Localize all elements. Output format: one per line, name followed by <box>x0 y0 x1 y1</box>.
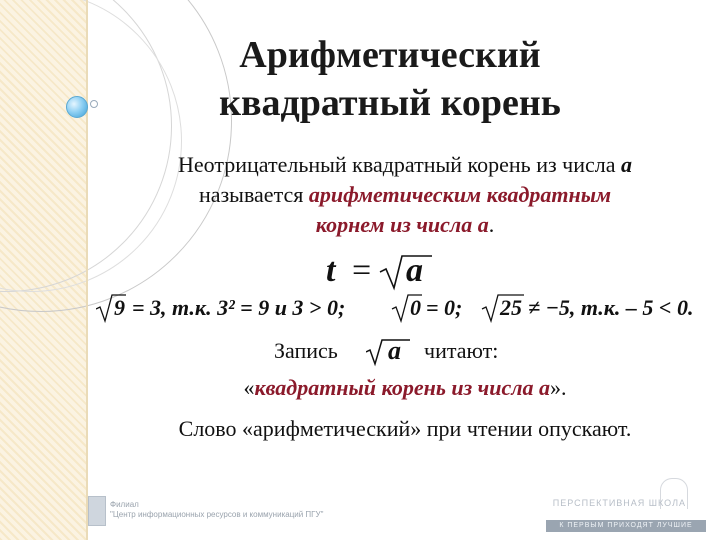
brand-name: ПЕРСПЕКТИВНАЯ ШКОЛА <box>552 498 686 508</box>
example-text: = 0; <box>426 295 463 320</box>
quote-close: ». <box>550 375 567 400</box>
definition-paragraph <box>110 150 700 240</box>
note-text: Слово «арифметический» при чтении опускают. <box>178 416 632 441</box>
formula-t: t <box>326 252 336 289</box>
strip-edge <box>86 0 88 540</box>
org-line2: "Центр информационных ресурсов и коммуникаций ПГУ" <box>110 510 324 519</box>
main-formula <box>326 252 436 292</box>
decorative-left-strip <box>0 0 86 540</box>
formula-radicand: a <box>406 252 423 289</box>
highlighted-phrase: квадратный корень из числа а <box>254 375 551 400</box>
reading-phrase <box>110 373 700 403</box>
org-line1: Филиал <box>110 500 139 509</box>
examples-line <box>96 293 720 327</box>
definition-end: . <box>488 212 495 237</box>
definition-text: называется <box>198 182 309 207</box>
org-logo-icon <box>88 496 106 526</box>
highlighted-term: арифметическим квадратным <box>308 182 612 207</box>
highlighted-term: корнем из числа а <box>315 212 489 237</box>
slide-title-line2: квадратный корень <box>219 82 561 124</box>
chitayut-label: читают: <box>424 338 499 363</box>
formula-equals: = <box>352 252 372 289</box>
example-radicand: 25 <box>500 295 522 320</box>
quote-open: « <box>243 375 255 400</box>
brand-logo <box>546 498 706 534</box>
example-text: = 3, т.к. 3² = 9 и 3 > 0; <box>132 295 346 320</box>
slide-title-line1: Арифметический <box>239 34 541 76</box>
blue-circle-icon <box>66 96 88 118</box>
org-caption <box>110 500 323 520</box>
example-text: ≠ −5, т.к. – 5 < 0. <box>528 295 694 320</box>
small-circle-icon <box>90 100 98 108</box>
definition-text: Неотрицательный квадратный корень из числа <box>177 152 622 177</box>
zapis-radicand: a <box>388 336 401 365</box>
example-radicand: 9 <box>114 295 125 320</box>
zapis-label: Запись <box>274 338 338 363</box>
brand-slogan: К ПЕРВЫМ ПРИХОДЯТ ЛУЧШИЕ <box>546 520 706 532</box>
variable-a: a <box>621 152 633 177</box>
example-radicand: 0 <box>410 295 421 320</box>
